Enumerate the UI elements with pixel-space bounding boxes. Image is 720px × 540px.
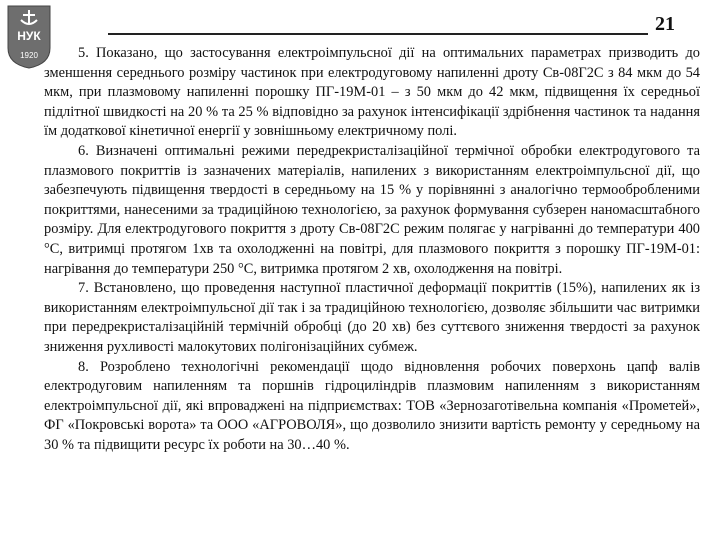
paragraph-7: 7. Встановлено, що проведення наступної пластичної деформації покриттів (15%), напилених як із використанням електроімпульсної дії так і за традиційною технологією, дозволяє збільшити час витримки при передрекристалізаційній термічній обробці (до 20 хв) без суттєвого зниження твердості за рахунок зниження рухливості малокутових полігонізаційних субмеж. (44, 280, 700, 355)
logo-text: НУК (17, 29, 41, 43)
page-number: 21 (655, 13, 675, 35)
paragraph-5: 5. Показано, що застосування електроімпульсної дії на оптимальних параметрах призводить до зменшення середнього розміру частинок при електродуговому напиленні дроту Св-08Г2С з 84 мкм до 54 мкм, при плазмовому напиленні порошку ПГ-19М-01 – з 50 мкм до 42 мкм, підвищення їх середньої підлітної швидкості на 20 % та 25 % відповідно за рахунок інтенсифікації здрібнення частинок та надання їм додаткової кінетичної енергії у зовнішньому електричному полі. (44, 45, 700, 140)
paragraph-8: 8. Розроблено технологічні рекомендації щодо відновлення робочих поверхонь цапф валів електродуговим напиленням та поршнів гідроциліндрів плазмовим напиленням з використанням електроімпульсної дії, які впроваджені на підприємствах: ТОВ «Зернозаготівельна компанія «Прометей», ФГ «Покровські ворота» та ООО «АГРОВОЛЯ», що дозволило знизити вартість ремонту у середньому на 30 % та підвищити ресурс їх роботи на 30…40 %. (44, 358, 700, 453)
logo-year: 1920 (20, 51, 38, 60)
body-text (44, 44, 700, 455)
paragraph-6: 6. Визначені оптимальні режими передрекристалізаційної термічної обробки електродугового та плазмового покриттів із зазначених матеріалів, напилених з використанням електроімпульсної дії, що забезпечують підвищення твердості в середньому на 15 % у порівнянні з аналогічно термообробленими покриттями, нанесеними за традиційною технологією, за рахунок формування субзерен наномасштабного розміру. Для електродугового покриття з дроту Св-08Г2С режим полягає у нагріванні до температури 400 °С, витримці протягом 1хв та охолодженні на повітрі, для плазмового покриття з порошку ПГ-19М-01: нагрівання до температури 250 °С, витримка протягом 2 хв, охолодження на повітрі. (44, 142, 700, 277)
header-rule (108, 33, 648, 35)
